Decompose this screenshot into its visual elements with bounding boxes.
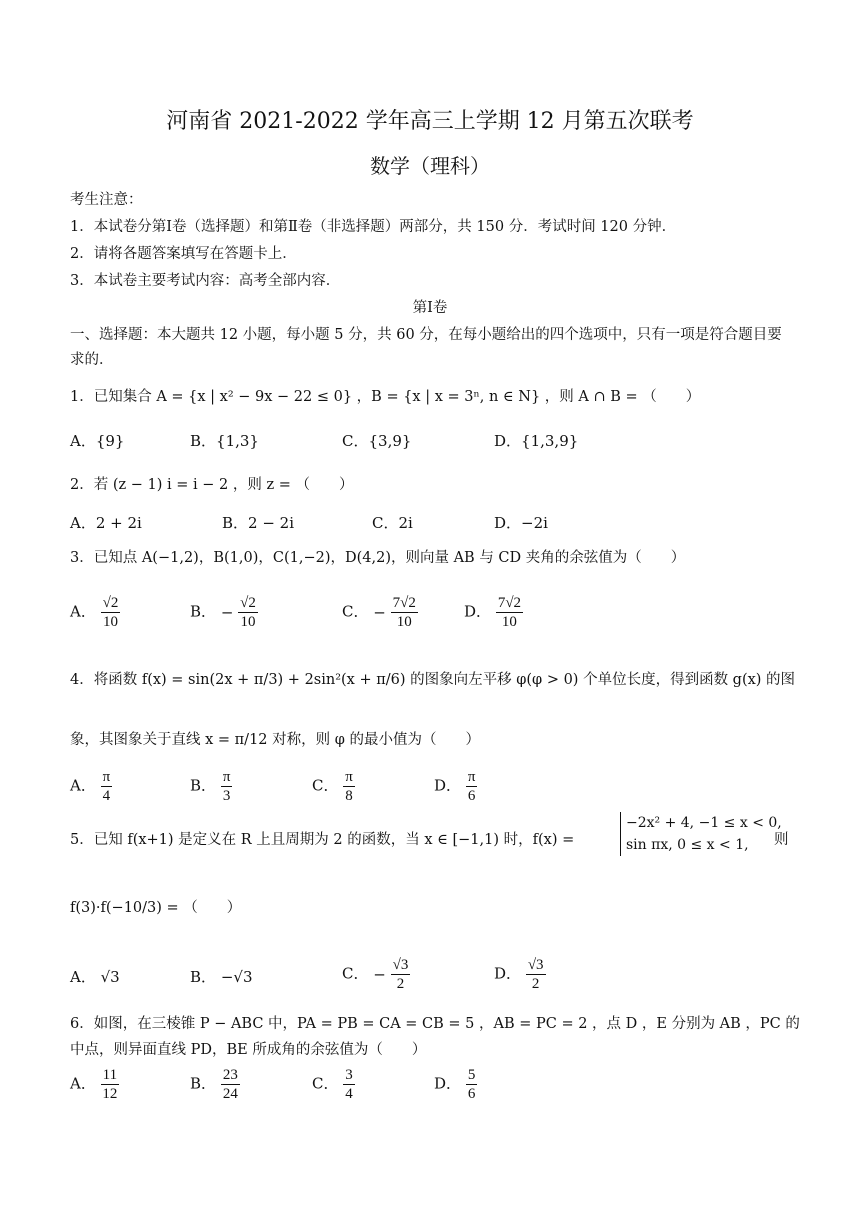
denominator: 24: [222, 1086, 238, 1102]
numerator: π: [222, 769, 231, 785]
q2-option-a: A．2 + 2i: [70, 514, 142, 532]
q6-stem-line1: 6．如图，在三棱锥 P − ABC 中，PA = PB = CA = CB = 5 ，AB = PC = 2 ，点 D ，E 分别为 AB ，PC 的: [70, 1016, 800, 1032]
piece-2: sin πx, 0 ≤ x < 1,: [626, 837, 749, 853]
fraction: [221, 768, 233, 805]
q3-stem: 3．已知点 A(−1,2)，B(1,0)，C(1,−2)，D(4,2)，则向量 AB 与 CD 夹角的余弦值为（ ）: [70, 550, 686, 566]
denominator: 8: [345, 788, 353, 804]
denominator: 2: [396, 976, 405, 992]
q3-option-d: [464, 594, 523, 631]
denominator: 4: [345, 1086, 353, 1102]
denominator: 10: [396, 614, 412, 630]
numerator: 7√2: [392, 595, 416, 611]
q3-option-a: [70, 594, 120, 631]
numerator: 3: [345, 1067, 353, 1083]
option-label: D．: [434, 1074, 462, 1093]
fraction: [526, 956, 546, 993]
option-label: C．: [342, 602, 369, 621]
option-label: C．: [312, 1074, 339, 1093]
q3-option-b: [190, 594, 258, 631]
q4-option-c: [312, 768, 355, 805]
option-label: A．: [70, 1074, 96, 1093]
option-label: D．: [494, 964, 522, 983]
option-value: √3: [100, 968, 120, 986]
option-label: D．: [464, 602, 492, 621]
option-label: C．: [342, 964, 369, 983]
numerator: √3: [527, 957, 544, 973]
q5-then: 则: [774, 832, 789, 848]
q5-option-a: [70, 966, 120, 987]
fraction: [391, 956, 411, 993]
q1-option-c: C．{3,9}: [342, 432, 412, 450]
q6-option-a: [70, 1066, 119, 1103]
denominator: 6: [467, 788, 476, 804]
denominator: 10: [501, 614, 517, 630]
q1-option-d: D．{1,3,9}: [494, 432, 579, 450]
fraction: [101, 768, 113, 805]
q4-option-d: [434, 768, 477, 805]
q1-option-a: A．{9}: [70, 432, 125, 450]
option-label: A．: [70, 968, 96, 986]
option-label: B．: [190, 776, 217, 795]
fraction: [343, 768, 355, 805]
q5-stem-line1: 5．已知 f(x+1) 是定义在 R 上且周期为 2 的函数，当 x ∈ [−1,1) 时，f(x) =: [70, 832, 575, 848]
section-instruction-line1: 一、选择题：本大题共 12 小题，每小题 5 分，共 60 分，在每小题给出的四个选项中，只有一项是符合题目要: [70, 327, 782, 343]
notice-item-1: 1．本试卷分第Ⅰ卷（选择题）和第Ⅱ卷（非选择题）两部分，共 150 分．考试时间 120 分钟．: [70, 219, 677, 235]
option-label: A．: [70, 602, 96, 621]
q2-option-d: D．−2i: [494, 514, 548, 532]
q6-option-c: [312, 1066, 355, 1103]
q4-stem-line1: 4．将函数 f(x) = sin(2x + π/3) + 2sin²(x + π/6) 的图象向左平移 φ(φ > 0) 个单位长度，得到函数 g(x) 的图: [70, 672, 796, 688]
fraction: [496, 594, 523, 631]
denominator: 12: [102, 1086, 118, 1102]
piecewise-brace: [620, 812, 782, 856]
q6-option-d: [434, 1066, 477, 1103]
denominator: 4: [102, 788, 111, 804]
q5-option-d: [494, 956, 546, 993]
q4-stem-line2: 象，其图象关于直线 x = π/12 对称，则 φ 的最小值为（ ）: [70, 732, 480, 748]
q2-option-b: B．2 − 2i: [222, 514, 295, 532]
q2-option-c: C．2i: [372, 514, 413, 532]
fraction: [101, 1066, 119, 1103]
numerator: π: [467, 769, 476, 785]
numerator: π: [102, 769, 111, 785]
numerator: 11: [102, 1067, 118, 1083]
option-label: B．: [190, 1074, 217, 1093]
fraction: [466, 768, 478, 805]
numerator: 23: [222, 1067, 238, 1083]
q1-stem: 1．已知集合 A = {x | x² − 9x − 22 ≤ 0} ，B = {x | x = 3ⁿ, n ∈ N} ，则 A ∩ B = （ ）: [70, 389, 701, 405]
option-label: B．: [190, 968, 217, 986]
fraction: [221, 1066, 240, 1103]
piece-1: −2x² + 4, −1 ≤ x < 0,: [626, 815, 782, 831]
q6-stem-line2: 中点，则异面直线 PD，BE 所成角的余弦值为（ ）: [70, 1042, 427, 1058]
option-label: D．: [434, 776, 462, 795]
denominator: 10: [240, 614, 256, 630]
section-instruction-line2: 求的．: [70, 352, 114, 368]
q5-piecewise: [620, 812, 782, 856]
q4-option-a: [70, 768, 112, 805]
q4-option-b: [190, 768, 232, 805]
option-label: C．: [312, 776, 339, 795]
denominator: 2: [531, 976, 540, 992]
exam-title: 河南省 2021-2022 学年高三上学期 12 月第五次联考: [166, 109, 694, 134]
notice-item-2: 2．请将各题答案填写在答题卡上．: [70, 246, 297, 262]
q3-option-c: [342, 594, 418, 631]
numerator: √3: [392, 957, 409, 973]
numerator: π: [345, 769, 353, 785]
q6-option-b: [190, 1066, 240, 1103]
numerator: 7√2: [497, 595, 522, 611]
q2-stem: 2．若 (z − 1) i = i − 2 ，则 z = （ ）: [70, 477, 354, 493]
q5-option-c: [342, 956, 410, 993]
notice-item-3: 3．本试卷主要考试内容：高考全部内容．: [70, 273, 341, 289]
numerator: √2: [102, 595, 119, 611]
denominator: 6: [467, 1086, 476, 1102]
fraction: [466, 1066, 478, 1103]
fraction: [238, 594, 258, 631]
numerator: √2: [240, 595, 256, 611]
option-value: −√3: [220, 968, 253, 986]
numerator: 5: [467, 1067, 476, 1083]
option-label: B．: [190, 602, 217, 621]
denominator: 10: [102, 614, 118, 630]
volume-heading: 第Ⅰ卷: [412, 300, 448, 316]
option-label: A．: [70, 776, 96, 795]
minus-sign: −: [373, 965, 386, 984]
q5-stem-line2: f(3)·f(−10/3) = （ ）: [70, 900, 242, 916]
minus-sign: −: [373, 603, 386, 622]
notice-heading: 考生注意：: [70, 192, 143, 208]
minus-sign: −: [220, 603, 234, 622]
fraction: [391, 594, 418, 631]
fraction: [101, 594, 121, 631]
fraction: [343, 1066, 355, 1103]
q1-option-b: B．{1,3}: [190, 432, 259, 450]
exam-subtitle: 数学（理科）: [370, 154, 490, 178]
q5-option-b: [190, 966, 252, 987]
denominator: 3: [222, 788, 231, 804]
